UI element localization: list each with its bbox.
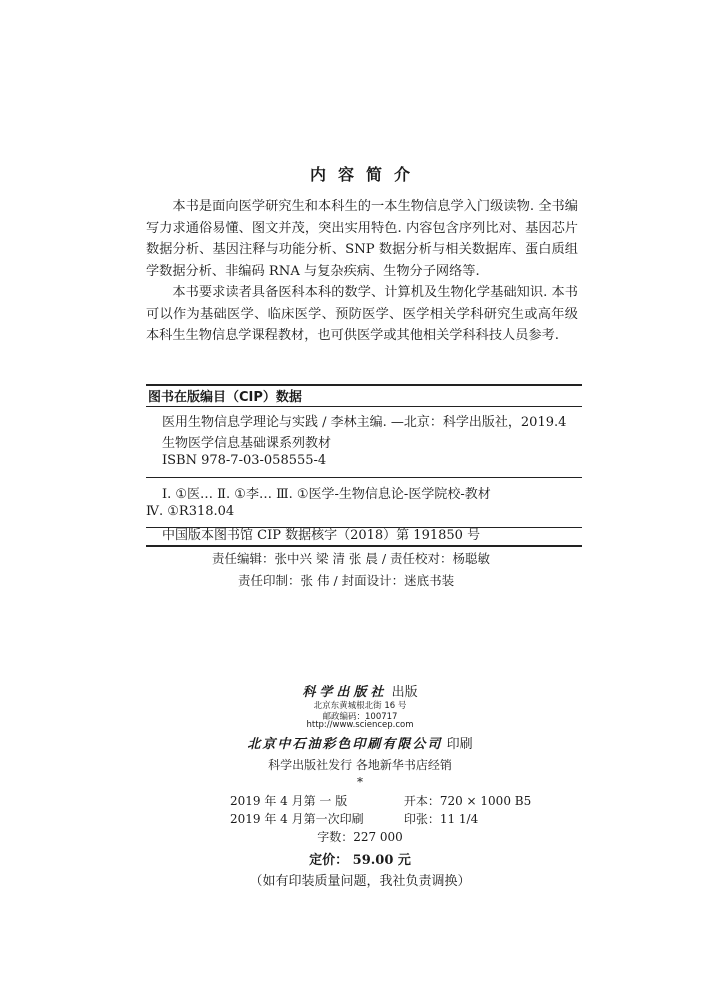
staff-credits-editors: 责任编辑：张中兴 梁 清 张 晨 / 责任校对：杨聪敏 (212, 551, 491, 566)
publisher-name: 科学出版社 (302, 685, 388, 700)
edition-row (230, 792, 531, 809)
quality-note: （如有印装质量问题，我社负责调换） (249, 874, 471, 889)
format-info: 开本：720 × 1000 B5 (403, 794, 532, 808)
price-label: 定价： (309, 853, 349, 868)
summary-title: 内容简介 (309, 165, 422, 184)
summary-text (146, 196, 578, 347)
word-count: 字数：227 000 (317, 830, 403, 844)
publisher-suffix: 出版 (391, 685, 418, 700)
cip-line: 医用生物信息学理论与实践 / 李林主编. —北京：科学出版社，2019.4 (162, 415, 567, 430)
cip-line: Ⅳ. ①R318.04 (146, 504, 235, 519)
cip-verification: 中国版本图书馆 CIP 数据核字（2018）第 191850 号 (162, 528, 481, 543)
cip-line: 生物医学信息基础课系列教材 (162, 436, 332, 451)
publisher-line (0, 681, 720, 700)
printer-suffix: 印刷 (446, 737, 473, 752)
printing-date: 2019 年 4 月第一次印刷 (230, 812, 364, 826)
staff-credits-production: 责任印制：张 伟 / 封面设计：迷底书装 (238, 573, 455, 588)
distribution-line: 科学出版社发行 各地新华书店经销 (268, 758, 452, 772)
summary-paragraph: 本书是面向医学研究生和本科生的一本生物信息学入门级读物. 全书编写力求通俗易懂、图文并茂，突出实用特色. 内容包含序列比对、基因芯片数据分析、基因注释与功能分析、SNP 数据分析与相关数据库、蛋白质组学数据分析、非编码 RNA 与复杂疾病、生物分子网络等. (146, 199, 578, 279)
publisher-url: http://www.sciencep.com (306, 720, 414, 730)
sheets-info: 印张：11 1/4 (403, 812, 479, 826)
edition-date: 2019 年 4 月第 一 版 (230, 794, 348, 808)
price-line (0, 849, 720, 868)
publisher-postcode: 邮政编码：100717 (322, 712, 398, 722)
price-value: 59.00 元 (352, 853, 411, 868)
cip-line: Ⅰ. ①医… Ⅱ. ①李… Ⅲ. ①医学-生物信息论-医学院校-教材 (162, 487, 491, 502)
cip-line: ISBN 978-7-03-058555-4 (162, 453, 327, 468)
edition-row (230, 810, 478, 827)
summary-paragraph: 本书要求读者具备医科本科的数学、计算机及生物化学基础知识. 本书可以作为基础医学、临床医学、预防医学、医学相关学科研究生或高年级本科生生物信息学课程教材，也可供医学或其他相关学科科技人员参考. (146, 285, 578, 343)
publisher-address: 北京东黄城根北街 16 号 (313, 701, 407, 711)
separator-mark: * (357, 775, 363, 789)
printer-name: 北京中石油彩色印刷有限公司 (247, 737, 443, 752)
cip-divider (146, 477, 582, 478)
printer-line (0, 733, 720, 752)
cip-heading: 图书在版编目（CIP）数据 (148, 390, 302, 405)
cip-heading-rule (146, 406, 582, 407)
cip-bottom-rule (146, 545, 582, 547)
